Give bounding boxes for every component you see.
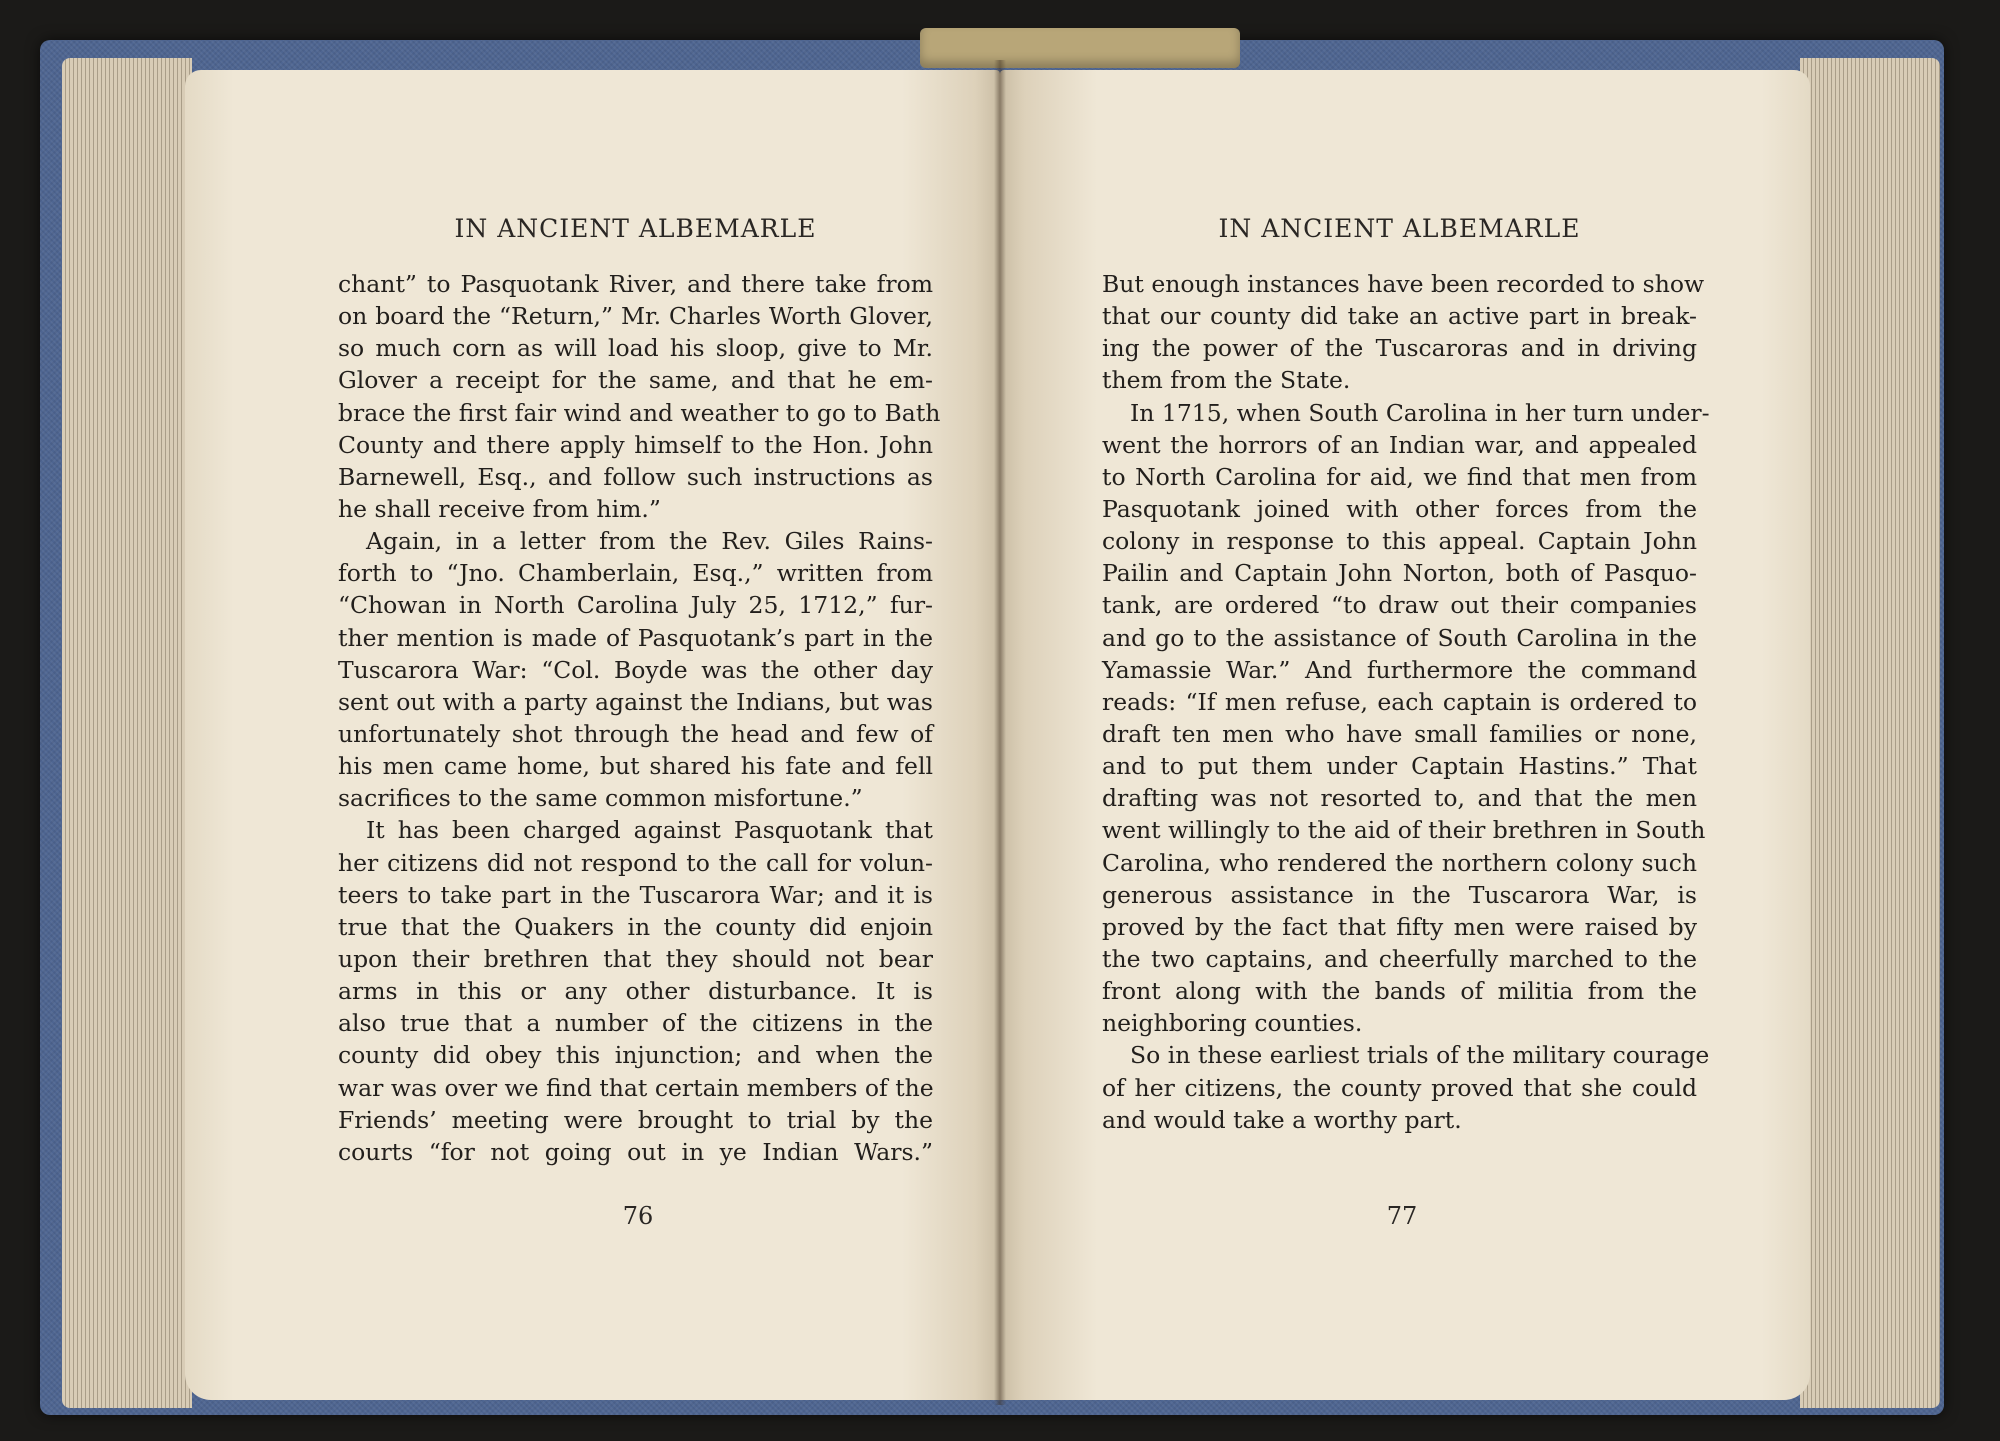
text-line: he shall receive from him.” xyxy=(338,494,661,523)
text-line: war was over we find that certain members of the xyxy=(338,1073,934,1102)
text-line: Yamassie War.” And furthermore the command xyxy=(1102,655,1697,684)
text-line: ing the power of the Tuscaroras and in driving xyxy=(1102,334,1697,363)
page-edges-right xyxy=(1800,58,1940,1408)
text-line: In 1715, when South Carolina in her turn under- xyxy=(1130,398,1710,427)
text-line: ther mention is made of Pasquotank’s part in the xyxy=(338,623,933,652)
text-line: went willingly to the aid of their brethren in South xyxy=(1102,816,1706,845)
text-line: proved by the fact that fifty men were raised by xyxy=(1102,912,1697,941)
text-line: chant” to Pasquotank River, and there take from xyxy=(338,270,933,298)
text-line: draft ten men who have small families or none, xyxy=(1102,719,1697,748)
text-line: front along with the bands of militia from the xyxy=(1102,977,1697,1006)
text-line: unfortunately shot through the head and few of xyxy=(338,719,933,748)
text-line: Friends’ meeting were brought to trial by the xyxy=(338,1105,933,1134)
text-line: courts “for not going out in ye Indian Wars.” xyxy=(338,1137,933,1166)
text-line: sacrifices to the same common misfortune.” xyxy=(338,784,863,813)
text-line: “Chowan in North Carolina July 25, 1712,” fur- xyxy=(338,591,933,620)
text-line: Barnewell, Esq., and follow such instructions as xyxy=(338,462,933,491)
text-line: that our county did take an active part in break- xyxy=(1102,302,1697,331)
text-line: drafting was not resorted to, and that the men xyxy=(1102,784,1697,813)
text-line: and to put them under Captain Hastins.” That xyxy=(1102,752,1697,781)
text-line: forth to “Jno. Chamberlain, Esq.,” written from xyxy=(338,559,933,588)
text-line: neighboring counties. xyxy=(1102,1009,1363,1038)
text-line: them from the State. xyxy=(1102,366,1351,395)
text-line: on board the “Return,” Mr. Charles Worth Glover, xyxy=(338,302,933,331)
text-line: county did obey this injunction; and when the xyxy=(338,1041,933,1070)
text-line: tank, are ordered “to draw out their companies xyxy=(1102,591,1697,620)
text-line: went the horrors of an Indian war, and appealed xyxy=(1102,430,1697,459)
right-page-number: 77 xyxy=(1386,1202,1418,1230)
text-line: her citizens did not respond to the call for volun- xyxy=(338,848,933,877)
text-line: the two captains, and cheerfully marched to the xyxy=(1102,944,1697,973)
left-page-body xyxy=(338,268,941,1168)
text-line: Pasquotank joined with other forces from the xyxy=(1102,494,1697,523)
text-line: true that the Quakers in the county did enjoin xyxy=(338,912,933,941)
text-line: and would take a worthy part. xyxy=(1102,1105,1462,1134)
text-line: So in these earliest trials of the military courage xyxy=(1130,1041,1710,1070)
text-line: sent out with a party against the Indians, but was xyxy=(338,687,933,716)
text-line: of her citizens, the county proved that she could xyxy=(1102,1073,1697,1102)
text-line: reads: “If men refuse, each captain is ordered to xyxy=(1102,687,1697,716)
text-line: to North Carolina for aid, we find that men from xyxy=(1102,462,1697,491)
text-line: It has been charged against Pasquotank that xyxy=(366,816,933,845)
text-line: upon their brethren that they should not bear xyxy=(338,944,933,973)
text-line: so much corn as will load his sloop, give to Mr. xyxy=(338,334,933,363)
text-line: generous assistance in the Tuscarora War, is xyxy=(1102,880,1697,909)
right-page-body xyxy=(1102,268,1710,1136)
text-line: Carolina, who rendered the northern colony such xyxy=(1102,848,1697,877)
text-line: colony in response to this appeal. Captain John xyxy=(1102,527,1697,556)
text-line: arms in this or any other disturbance. It is xyxy=(338,977,933,1006)
text-line: County and there apply himself to the Hon. John xyxy=(338,430,933,459)
text-line: and go to the assistance of South Carolina in the xyxy=(1102,623,1697,652)
text-line: his men came home, but shared his fate and fell xyxy=(338,752,933,781)
text-line: But enough instances have been recorded to show xyxy=(1102,270,1705,298)
text-line: Pailin and Captain John Norton, both of Pasquo- xyxy=(1102,559,1697,588)
text-line: Tuscarora War: “Col. Boyde was the other day xyxy=(338,655,933,684)
text-line: Again, in a letter from the Rev. Giles Rains- xyxy=(366,527,933,556)
left-running-head: IN ANCIENT ALBEMARLE xyxy=(454,214,817,243)
left-page-number: 76 xyxy=(622,1202,654,1230)
text-line: brace the first fair wind and weather to go to Bath xyxy=(338,398,941,427)
book-gutter xyxy=(994,60,1006,1405)
right-running-head: IN ANCIENT ALBEMARLE xyxy=(1218,214,1581,243)
text-line: teers to take part in the Tuscarora War; and it is xyxy=(338,880,933,909)
page-edges-left xyxy=(62,58,192,1408)
spine-headband xyxy=(920,28,1240,68)
text-line: also true that a number of the citizens in the xyxy=(338,1009,933,1038)
text-line: Glover a receipt for the same, and that he em- xyxy=(338,366,933,395)
